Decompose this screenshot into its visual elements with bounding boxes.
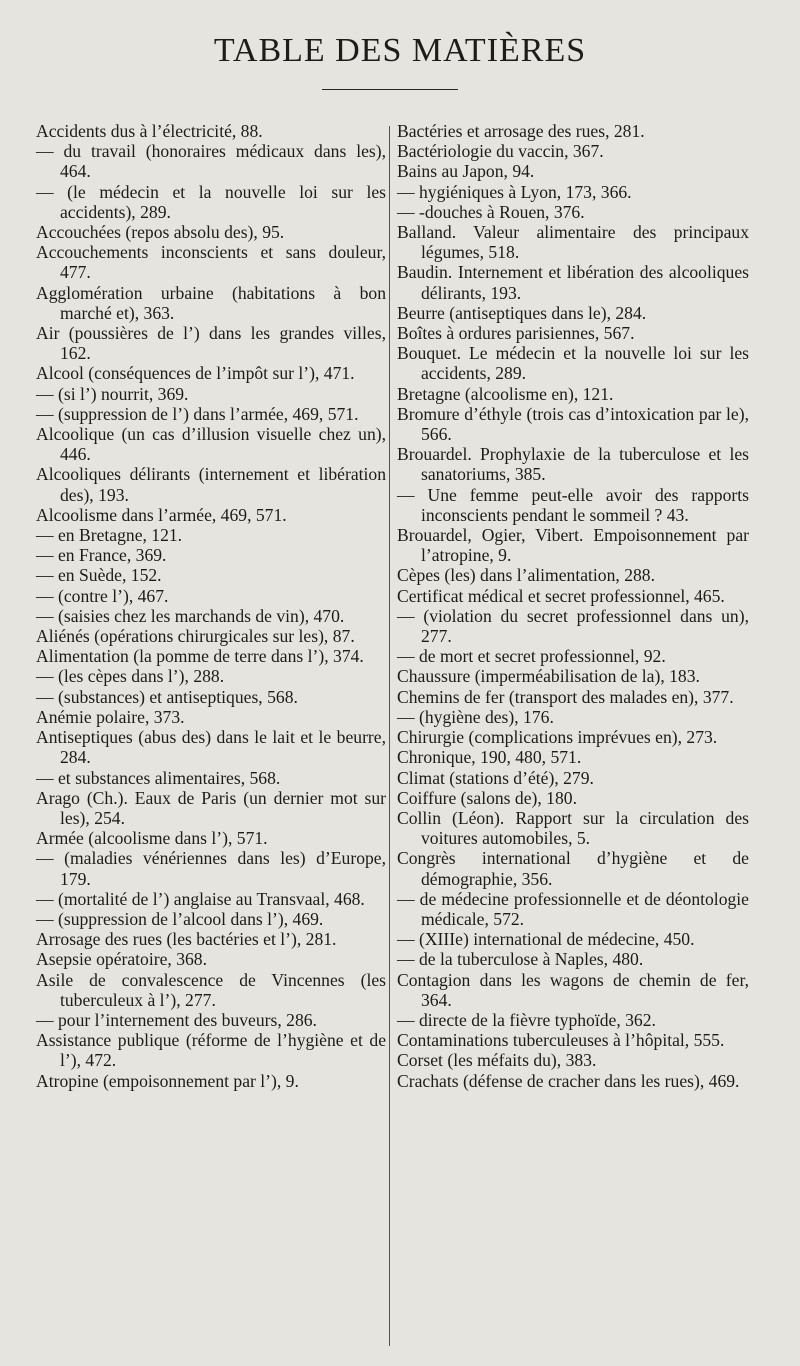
index-entry: Crachats (défense de cracher dans les rues), 469. — [397, 1070, 740, 1091]
page-title: TABLE DES MATIÈRES — [213, 32, 587, 69]
index-entry: Bouquet. Le médecin et la nouvelle loi sur les accidents, 289. — [397, 343, 749, 384]
index-entry: Brouardel. Prophylaxie de la tuberculose et les sanatoriums, 385. — [397, 444, 749, 485]
index-entry: Coiffure (salons de), 180. — [397, 787, 577, 808]
index-entry: Agglomération urbaine (habitations à bon marché et), 363. — [36, 282, 386, 323]
index-entry: Certificat médical et secret professionnel, 465. — [397, 585, 725, 606]
index-entry: — (substances) et antiseptiques, 568. — [36, 686, 298, 707]
index-entry: — directe de la fièvre typhoïde, 362. — [397, 1009, 656, 1030]
index-entry: Bretagne (alcoolisme en), 121. — [397, 383, 614, 404]
index-entry: Boîtes à ordures parisiennes, 567. — [397, 323, 635, 344]
column-divider — [389, 126, 390, 1346]
index-entry: — (le médecin et la nouvelle loi sur les accidents), 289. — [36, 181, 386, 222]
index-entry: Chemins de fer (transport des malades en), 377. — [397, 686, 734, 707]
index-entry: Aliénés (opérations chirurgicales sur les), 87. — [36, 626, 355, 647]
index-entry: Brouardel, Ogier, Vibert. Empoisonnement par l’atropine, 9. — [397, 525, 749, 566]
index-entry: Arago (Ch.). Eaux de Paris (un dernier mot sur les), 254. — [36, 787, 386, 828]
index-entry: Bains au Japon, 94. — [397, 161, 535, 182]
index-entry: Armée (alcoolisme dans l’), 571. — [36, 828, 268, 849]
index-entry: Asile de convalescence de Vincennes (les tuberculeux à l’), 277. — [36, 969, 386, 1010]
index-entry: — (les cèpes dans l’), 288. — [36, 666, 225, 687]
index-entry: Accouchées (repos absolu des), 95. — [36, 222, 285, 243]
index-entry: — de mort et secret professionnel, 92. — [397, 646, 666, 667]
index-entry: Contagion dans les wagons de chemin de fer, 364. — [397, 969, 749, 1010]
left-index-column — [36, 121, 386, 1091]
index-entry: — (violation du secret professionnel dans un), 277. — [397, 605, 749, 647]
index-entry: — en Bretagne, 121. — [36, 525, 183, 546]
index-entry: Chirurgie (complications imprévues en), 273. — [397, 727, 718, 748]
index-entry: Bactériologie du vaccin, 367. — [397, 141, 604, 162]
index-entry: Contaminations tuberculeuses à l’hôpital, 555. — [397, 1030, 725, 1051]
index-entry: — de médecine professionnelle et de déontologie médicale, 572. — [397, 888, 749, 929]
index-entry: — de la tuberculose à Naples, 480. — [397, 949, 644, 970]
index-entry: — hygiéniques à Lyon, 173, 366. — [397, 181, 632, 202]
index-entry: — (XIIIe) international de médecine, 450. — [397, 929, 695, 950]
index-entry: Asepsie opératoire, 368. — [36, 949, 207, 970]
index-entry: — (suppression de l’alcool dans l’), 469. — [36, 908, 324, 929]
index-entry: Corset (les méfaits du), 383. — [397, 1050, 597, 1071]
index-entry: — (mortalité de l’) anglaise au Transvaal, 468. — [36, 888, 365, 909]
title-rule — [322, 89, 458, 90]
index-entry: Climat (stations d’été), 279. — [397, 767, 594, 788]
index-entry: Alcoolisme dans l’armée, 469, 571. — [36, 504, 287, 525]
index-entry: Chronique, 190, 480, 571. — [397, 747, 582, 768]
index-entry: Beurre (antiseptiques dans le), 284. — [397, 302, 647, 323]
index-entry: Assistance publique (réforme de l’hygiène et de l’), 472. — [36, 1030, 386, 1071]
index-entry: Bactéries et arrosage des rues, 281. — [397, 121, 645, 141]
index-entry: — -douches à Rouen, 376. — [397, 201, 585, 222]
index-entry: — du travail (honoraires médicaux dans les), 464. — [36, 141, 386, 182]
index-entry: Congrès international d’hygiène et de démographie, 356. — [397, 848, 749, 889]
index-entry: Arrosage des rues (les bactéries et l’), 281. — [36, 929, 337, 950]
index-entry: Anémie polaire, 373. — [36, 706, 185, 727]
index-entry: Alimentation (la pomme de terre dans l’), 374. — [36, 646, 364, 667]
index-entry: Bromure d’éthyle (trois cas d’intoxication par le), 566. — [397, 403, 749, 445]
index-entry: — et substances alimentaires, 568. — [36, 767, 281, 788]
index-entry: Alcooliques délirants (internement et libération des), 193. — [36, 464, 386, 505]
index-entry: Air (poussières de l’) dans les grandes villes, 162. — [36, 323, 386, 364]
index-entry: Balland. Valeur alimentaire des principaux légumes, 518. — [397, 222, 749, 263]
index-entry: Alcool (conséquences de l’impôt sur l’), 471. — [36, 363, 355, 384]
index-entry: Accidents dus à l’électricité, 88. — [36, 121, 263, 141]
index-entry: Accouchements inconscients et sans douleur, 477. — [36, 242, 386, 283]
index-entry: Baudin. Internement et libération des alcooliques délirants, 193. — [397, 262, 749, 303]
index-entry: — (contre l’), 467. — [36, 585, 169, 606]
index-entry: Antiseptiques (abus des) dans le lait et le beurre, 284. — [36, 727, 386, 768]
index-entry: — (saisies chez les marchands de vin), 470. — [36, 605, 345, 626]
index-entry: Chaussure (imperméabilisation de la), 183. — [397, 666, 700, 687]
index-entry: — Une femme peut-elle avoir des rapports inconscients pendant le sommeil ? 43. — [397, 484, 749, 525]
right-index-column — [397, 121, 749, 1091]
index-entry: Atropine (empoisonnement par l’), 9. — [36, 1070, 299, 1091]
index-entry: — (hygiène des), 176. — [397, 706, 554, 727]
index-entry: Alcoolique (un cas d’illusion visuelle chez un), 446. — [36, 424, 386, 465]
index-entry: — (maladies vénériennes dans les) d’Europe, 179. — [36, 848, 386, 889]
index-entry: Cèpes (les) dans l’alimentation, 288. — [397, 565, 655, 586]
index-entry: Collin (Léon). Rapport sur la circulation des voitures automobiles, 5. — [397, 807, 749, 849]
index-entry: — (suppression de l’) dans l’armée, 469, 571. — [36, 403, 359, 424]
index-entry: — en Suède, 152. — [36, 565, 162, 586]
index-entry: — pour l’internement des buveurs, 286. — [36, 1009, 317, 1030]
index-entry: — (si l’) nourrit, 369. — [36, 383, 189, 404]
index-entry: — en France, 369. — [36, 545, 167, 566]
